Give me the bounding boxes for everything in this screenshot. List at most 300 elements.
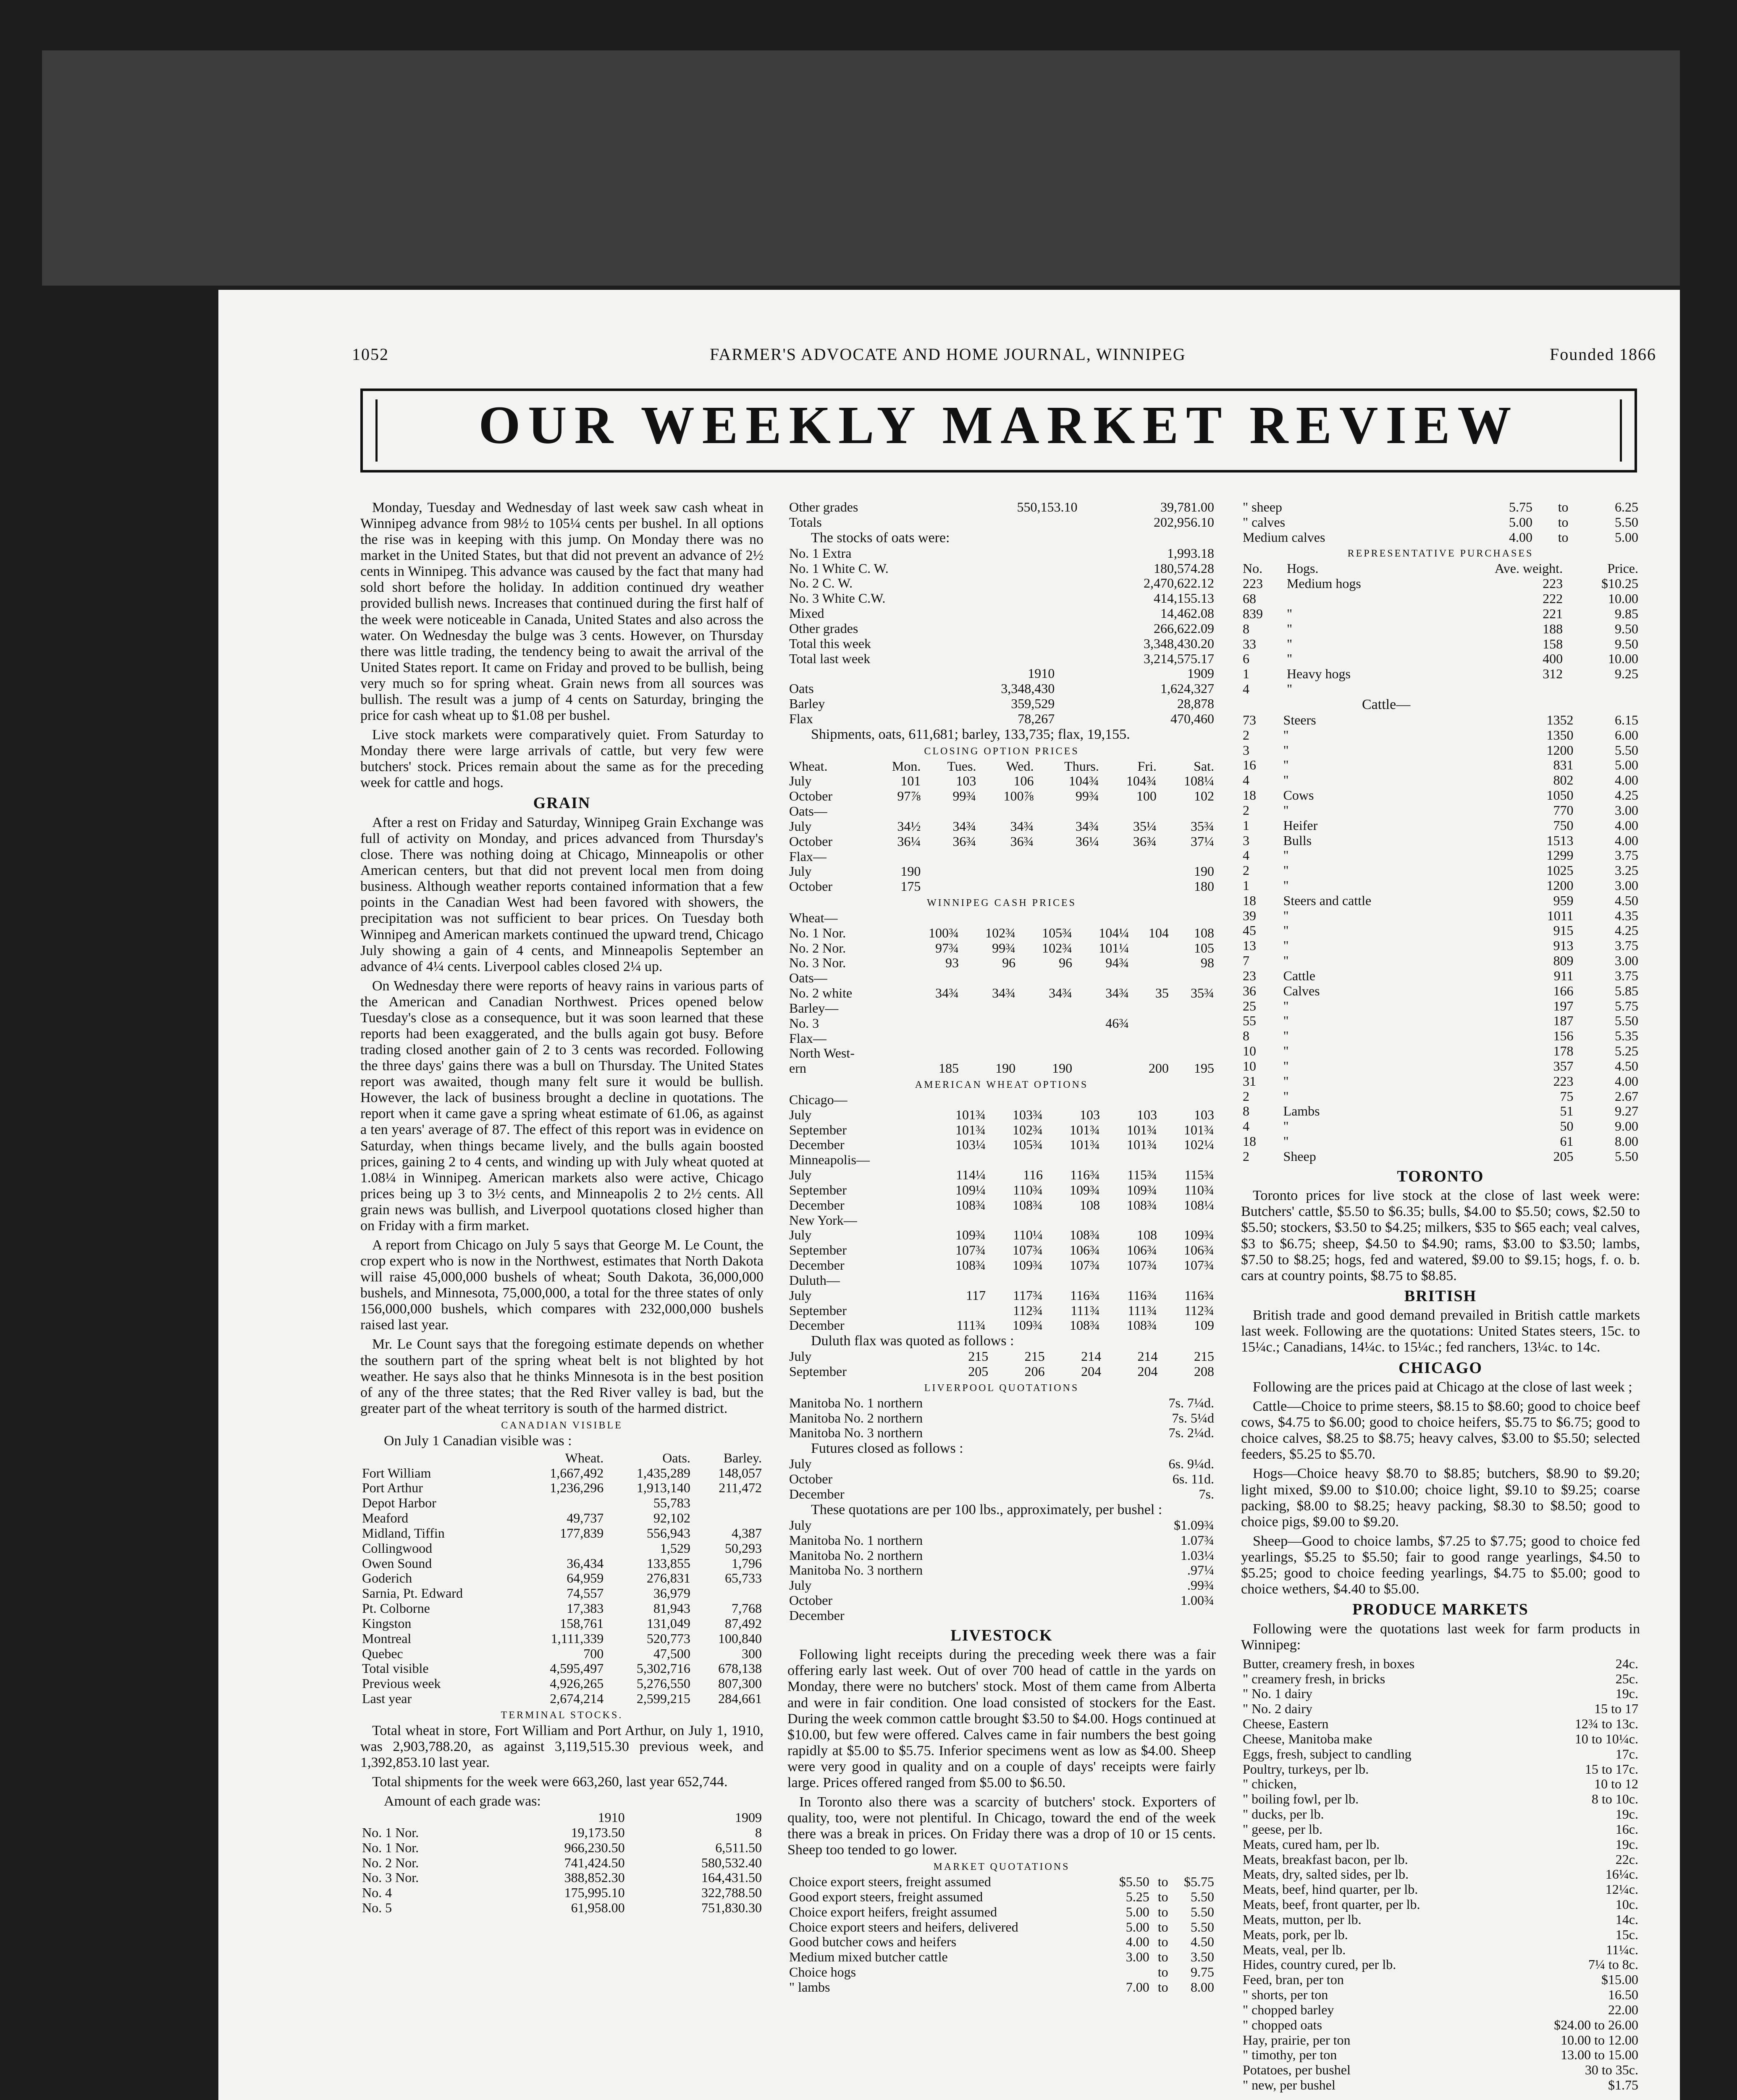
table-cell: 751,830.30 <box>701 1900 762 1916</box>
table-cell: December <box>789 1257 845 1273</box>
table-cell: to <box>1157 1934 1168 1950</box>
produce-row <box>1241 1747 1640 1762</box>
table-cell: Meats, dry, salted sides, per lb. <box>1243 1866 1409 1882</box>
table-cell: 108¼ <box>1184 773 1214 789</box>
table-cell: 10c. <box>1615 1897 1638 1912</box>
hog-row <box>1241 651 1640 667</box>
table-cell: Good export steers, freight assumed <box>789 1889 983 1904</box>
table-cell: Barley <box>789 696 825 711</box>
table-cell: July <box>789 1167 812 1183</box>
visible-row <box>360 1631 764 1646</box>
table-cell <box>960 1001 1017 1016</box>
table-cell: July <box>789 773 812 789</box>
produce-row <box>1241 1686 1640 1701</box>
table-cell: 6.15 <box>1615 712 1638 727</box>
produce-row <box>1241 1957 1640 1972</box>
hog-row <box>1241 606 1640 622</box>
table-cell: 3.25 <box>1615 863 1638 878</box>
table-cell: 802 <box>1553 772 1574 788</box>
table-cell: 108¾ <box>1012 1197 1043 1213</box>
table-cell: Hogs. <box>1286 561 1319 576</box>
table-cell: Medium mixed butcher cattle <box>789 1949 948 1965</box>
market-row <box>787 1935 1216 1950</box>
futures-table <box>787 1457 1216 1502</box>
table-cell <box>978 849 1035 864</box>
table-cell: 112¾ <box>1013 1302 1043 1318</box>
table-cell: Bulls <box>1283 832 1312 848</box>
table-cell: 3.75 <box>1615 848 1638 863</box>
table-cell: 4 <box>1243 772 1249 788</box>
table-cell: " <box>1283 998 1289 1013</box>
table-cell: Goderich <box>362 1570 412 1586</box>
table-cell: 205 <box>968 1364 989 1379</box>
stocks-table <box>787 500 1216 530</box>
livestock-paragraph: Following light receipts during the preceding week there was a fair offering early last week. Out of over 700 head of cattle in the yards on Monday, there were no butchers' stock. Most of them came from Alberta and were in fair condition. One load consisted of stockers for the East. During the week common cattle brought $3.50 to $4.00. Hogs continued at $10.00, but few were offered. Calves came in fair numbers the best going rapidly at $5.00 to $5.75. Inferior specimens went as low as $4.00. Sheep were very good in quality and on a couple of days' receipts were fairly large. Prices offered ranged from $5.00 to $6.50. <box>787 1647 1216 1790</box>
table-cell: 105 <box>1194 940 1214 956</box>
table-cell <box>960 1031 1017 1046</box>
table-cell: " chopped barley <box>1243 2002 1334 2017</box>
table-cell: Kingston <box>362 1615 412 1631</box>
produce-row <box>1241 1867 1640 1882</box>
table-cell <box>1074 911 1131 926</box>
table-cell <box>1102 1273 1159 1288</box>
table-cell: Manitoba No. 2 northern <box>789 1547 923 1563</box>
table-cell: 37¼ <box>1191 833 1214 849</box>
compare-row <box>787 666 1216 681</box>
grain-text <box>360 815 764 1417</box>
table-cell: 18 <box>1243 1134 1256 1149</box>
table-cell: 388,852.30 <box>564 1870 625 1885</box>
produce-row <box>1241 1882 1640 1897</box>
table-cell: 105¾ <box>1042 925 1073 940</box>
table-cell: Flax— <box>789 848 827 864</box>
table-cell <box>1131 1031 1170 1046</box>
table-cell: 93 <box>945 955 959 971</box>
table-cell: July <box>789 1287 812 1303</box>
table-cell: to <box>1157 1904 1168 1919</box>
table-cell: Other grades <box>789 499 858 514</box>
table-cell: " <box>1286 636 1292 651</box>
table-cell: 101¾ <box>1069 1122 1100 1137</box>
table-cell: 10 to 12 <box>1594 1776 1638 1792</box>
futures-row <box>787 1472 1216 1487</box>
table-cell: 8 <box>1243 621 1249 636</box>
table-cell: 106¾ <box>1069 1242 1100 1258</box>
cattle-row <box>1241 1104 1640 1119</box>
representative-hogs-table <box>1241 561 1640 696</box>
table-cell: 1,796 <box>732 1555 762 1571</box>
american-row <box>787 1228 1216 1243</box>
table-cell: 109¾ <box>1012 1257 1043 1273</box>
table-cell: Choice export heifers, freight assumed <box>789 1904 997 1919</box>
table-cell: September <box>789 1182 847 1197</box>
table-cell: to <box>1157 1889 1168 1904</box>
market-row <box>787 1874 1216 1890</box>
table-cell: $5.50 <box>1119 1874 1149 1890</box>
table-cell: 10 <box>1243 1043 1256 1059</box>
table-cell: 1,236,296 <box>550 1480 604 1496</box>
cattle-row <box>1241 1044 1640 1059</box>
table-cell: July <box>789 1107 812 1122</box>
visible-row <box>360 1586 764 1601</box>
table-cell: 61,958.00 <box>571 1900 625 1916</box>
table-cell: 101¼ <box>1099 940 1129 956</box>
grade-row <box>360 1810 764 1825</box>
cash-row <box>787 971 1216 986</box>
table-cell: Meats, mutton, per lb. <box>1243 1911 1362 1927</box>
closing-row <box>787 759 1216 774</box>
table-cell <box>1170 1001 1216 1016</box>
price-row <box>1241 500 1640 515</box>
table-cell: 7¼ to 8c. <box>1588 1957 1638 1972</box>
stocks-row <box>787 515 1216 530</box>
table-cell <box>1158 804 1216 819</box>
table-cell: 19c. <box>1615 1686 1638 1701</box>
table-cell: " <box>1286 621 1292 636</box>
cash-prices-table <box>787 911 1216 1076</box>
table-cell: 4.50 <box>1191 1934 1214 1950</box>
table-cell: " geese, per lb. <box>1243 1821 1322 1837</box>
table-cell: " <box>1283 757 1289 773</box>
table-cell: 55 <box>1243 1013 1256 1029</box>
table-cell: 15c. <box>1615 1927 1638 1942</box>
table-cell: " <box>1283 802 1289 818</box>
table-cell <box>1159 1152 1216 1168</box>
table-cell: 8.00 <box>1615 1134 1638 1149</box>
table-cell: " boiling fowl, per lb. <box>1243 1791 1359 1807</box>
table-cell <box>904 1016 960 1031</box>
produce-row <box>1241 1972 1640 1987</box>
oats-row <box>787 606 1216 621</box>
table-cell <box>692 1496 764 1511</box>
table-cell: 111¾ <box>1071 1302 1100 1318</box>
table-cell: " <box>1283 1013 1289 1029</box>
table-cell <box>1131 956 1170 971</box>
table-cell: Meats, beef, front quarter, per lb. <box>1243 1897 1420 1912</box>
table-cell: 24c. <box>1615 1656 1638 1671</box>
table-cell: 108 <box>1079 1197 1100 1213</box>
hog-row <box>1241 591 1640 606</box>
cattle-row <box>1241 923 1640 938</box>
table-cell: 185 <box>938 1060 959 1076</box>
table-cell <box>519 1541 606 1556</box>
table-cell: 6.25 <box>1615 499 1638 514</box>
table-cell: 4 <box>1243 1118 1249 1134</box>
table-cell <box>1102 1152 1159 1168</box>
table-cell: 5.50 <box>1615 514 1638 530</box>
table-cell: " <box>1283 1118 1289 1134</box>
table-cell: 4,595,497 <box>550 1661 604 1676</box>
table-cell: 75 <box>1560 1088 1574 1104</box>
table-cell: 23 <box>1243 968 1256 983</box>
american-row <box>787 1183 1216 1198</box>
cash-row <box>787 986 1216 1001</box>
table-cell: " <box>1283 953 1289 969</box>
table-cell <box>960 971 1017 986</box>
table-cell: 47,500 <box>653 1646 690 1661</box>
table-cell: 4.25 <box>1615 788 1638 803</box>
table-cell: 1,667,492 <box>550 1465 604 1480</box>
oats-row <box>787 561 1216 576</box>
cash-row <box>787 941 1216 956</box>
visible-row <box>360 1616 764 1631</box>
produce-row <box>1241 1732 1640 1747</box>
table-cell: 809 <box>1553 953 1574 969</box>
column-right <box>1241 500 1640 2093</box>
table-cell: 12¾ to 13c. <box>1574 1716 1638 1732</box>
american-row <box>787 1137 1216 1152</box>
oats-row <box>787 591 1216 606</box>
produce-row <box>1241 2033 1640 2048</box>
table-cell: No. 2 C. W. <box>789 575 853 591</box>
table-cell: 7s. <box>1199 1486 1214 1502</box>
table-cell: 101 <box>900 773 921 789</box>
table-cell: " <box>1283 1043 1289 1059</box>
table-cell: 108 <box>1136 1227 1157 1243</box>
table-cell: 770 <box>1553 802 1574 818</box>
market-quotations-title: MARKET QUOTATIONS <box>933 1861 1070 1873</box>
hog-row <box>1241 576 1640 591</box>
visible-row <box>360 1556 764 1571</box>
cash-row <box>787 926 1216 941</box>
table-cell: October <box>789 833 833 849</box>
table-cell: 34¾ <box>935 985 959 1001</box>
scan-shadow <box>42 50 1680 286</box>
futures-intro: Futures closed as follows : <box>811 1441 963 1457</box>
british-heading: BRITISH <box>1404 1287 1477 1305</box>
table-cell: " No. 1 dairy <box>1243 1686 1312 1701</box>
compare-row <box>787 681 1216 696</box>
table-cell: Lambs <box>1283 1103 1320 1119</box>
table-cell: 3,214,575.17 <box>1144 651 1214 666</box>
table-cell: " <box>1283 1088 1289 1104</box>
table-cell <box>987 1213 1044 1228</box>
table-cell: Good butcher cows and heifers <box>789 1934 957 1950</box>
table-cell: 223 <box>1243 576 1263 591</box>
table-cell: 180 <box>1194 879 1214 894</box>
table-cell <box>930 1273 987 1288</box>
table-cell: 36¾ <box>952 833 976 849</box>
table-cell: 3,348,430.20 <box>1144 635 1214 651</box>
table-cell <box>1170 1031 1216 1046</box>
table-cell: 580,532.40 <box>701 1855 762 1870</box>
table-cell: 1299 <box>1546 848 1574 863</box>
table-cell: October <box>789 1593 833 1608</box>
table-cell <box>1102 1213 1159 1228</box>
table-cell: Minneapolis— <box>789 1152 870 1168</box>
table-cell: 4.00 <box>1615 772 1638 788</box>
chicago-paragraph: Sheep—Good to choice lambs, $7.25 to $7.75; good to choice fed yearlings, $5.25 to $5.50; fair to good range yearlings, $4.50 to $5.25; good to choice feeding yearlings, $4.75 to $5.00; good to choice wethers, $4.40 to $5.00. <box>1241 1533 1640 1597</box>
cattle-row <box>1241 1089 1640 1104</box>
table-cell <box>1131 1016 1170 1031</box>
grade-table <box>360 1810 764 1916</box>
table-cell: Manitoba No. 3 northern <box>789 1562 923 1578</box>
table-cell: No. 3 Nor. <box>362 1870 419 1885</box>
table-cell <box>978 864 1035 879</box>
table-cell: 223 <box>1543 576 1563 591</box>
table-cell: October <box>789 788 833 804</box>
table-cell: " <box>1283 938 1289 953</box>
table-cell <box>1159 1092 1216 1108</box>
table-cell: to <box>1157 1874 1168 1890</box>
table-cell: October <box>789 879 833 894</box>
table-cell: July <box>789 818 812 834</box>
table-cell: 5.00 <box>1126 1919 1149 1935</box>
american-row <box>787 1288 1216 1303</box>
table-cell: 4.00 <box>1615 817 1638 833</box>
table-cell: Fri. <box>1137 758 1157 774</box>
table-cell: 19,173.50 <box>571 1824 625 1840</box>
american-row <box>787 1152 1216 1168</box>
duluth-flax-table <box>787 1349 1216 1379</box>
table-cell: 96 <box>1002 955 1016 971</box>
table-cell: September <box>789 1302 847 1318</box>
oats-table <box>787 546 1216 667</box>
table-cell: 4.00 <box>1509 529 1532 545</box>
table-cell: Totals <box>789 514 822 530</box>
table-cell: 550,153.10 <box>1017 499 1078 514</box>
table-cell: 7,768 <box>732 1601 762 1616</box>
table-cell: 5.00 <box>1126 1904 1149 1919</box>
american-options-table <box>787 1092 1216 1333</box>
table-cell: 915 <box>1553 923 1574 938</box>
table-cell: 16¼c. <box>1605 1866 1638 1882</box>
oats-row <box>787 546 1216 561</box>
canadian-visible-table <box>360 1451 764 1706</box>
table-cell: " sheep <box>1243 499 1282 514</box>
cash-prices-title: WINNIPEG CASH PRICES <box>926 898 1077 909</box>
table-cell <box>1035 849 1100 864</box>
table-cell: 109¾ <box>1184 1227 1214 1243</box>
table-cell: 8 <box>755 1824 762 1840</box>
table-cell <box>922 804 978 819</box>
hog-row <box>1241 637 1640 652</box>
table-cell: September <box>789 1364 847 1379</box>
table-cell: Oats <box>789 681 814 696</box>
table-cell: 16.50 <box>1608 1987 1638 2003</box>
table-cell <box>1017 1046 1074 1061</box>
table-cell: 1,111,339 <box>551 1630 604 1646</box>
terminal-text <box>360 1723 764 1790</box>
table-cell <box>1017 1001 1074 1016</box>
table-cell: to <box>1157 1949 1168 1965</box>
table-cell: 49,737 <box>567 1510 604 1526</box>
american-row <box>787 1108 1216 1123</box>
cattle-row <box>1241 878 1640 893</box>
visible-row <box>360 1451 764 1466</box>
table-cell <box>1101 804 1158 819</box>
quotation-row <box>787 1563 1216 1578</box>
table-cell: 2,674,214 <box>550 1691 604 1706</box>
table-cell: 34¾ <box>1049 985 1073 1001</box>
table-cell: 45 <box>1243 923 1256 938</box>
duluth-flax-row <box>787 1349 1216 1364</box>
table-cell <box>1017 971 1074 986</box>
table-cell: 99¾ <box>992 940 1016 956</box>
table-cell: 74,557 <box>567 1586 604 1601</box>
table-cell: 55,783 <box>653 1495 690 1511</box>
table-cell: Mixed <box>789 606 824 621</box>
table-cell <box>1159 1213 1216 1228</box>
table-cell: 322,788.50 <box>701 1885 762 1900</box>
table-cell: Meats, cured ham, per lb. <box>1243 1836 1380 1852</box>
table-cell: 5.75 <box>1615 998 1638 1013</box>
table-cell: " calves <box>1243 514 1286 530</box>
table-cell: 39,781.00 <box>1160 499 1214 514</box>
table-cell: Heifer <box>1283 817 1318 833</box>
table-cell: Eggs, fresh, subject to candling <box>1243 1746 1412 1761</box>
table-cell: 35 <box>1155 985 1169 1001</box>
cattle-row <box>1241 863 1640 878</box>
table-cell: 2 <box>1243 863 1249 878</box>
table-cell: 108 <box>1194 925 1214 940</box>
table-cell: Meats, beef, hind quarter, per lb. <box>1243 1882 1418 1897</box>
table-cell <box>1017 911 1074 926</box>
table-cell: Wheat. <box>565 1450 604 1465</box>
table-cell: 108¾ <box>1126 1318 1157 1333</box>
table-cell: 300 <box>742 1646 762 1661</box>
table-cell: No. 1 White C. W. <box>789 560 889 576</box>
table-cell <box>1159 1273 1216 1288</box>
quotation-row <box>787 1608 1216 1623</box>
table-cell: 34¾ <box>952 818 976 834</box>
table-cell: " <box>1286 606 1292 621</box>
table-cell: 107¾ <box>1069 1257 1100 1273</box>
futures-row <box>787 1487 1216 1502</box>
table-cell: to <box>1157 1964 1168 1980</box>
table-cell: " <box>1283 923 1289 938</box>
table-cell: 94¾ <box>1105 955 1129 971</box>
table-cell <box>1564 682 1640 697</box>
market-row <box>787 1965 1216 1980</box>
table-cell: 1,913,140 <box>636 1480 690 1496</box>
table-cell: 99¾ <box>1075 788 1099 804</box>
table-cell: No. 1 Nor. <box>362 1824 419 1840</box>
table-cell: 101¾ <box>1184 1122 1214 1137</box>
table-cell <box>1131 1046 1170 1061</box>
table-cell: " <box>1283 742 1289 758</box>
table-cell: No. 4 <box>362 1885 392 1900</box>
table-cell: 284,661 <box>718 1691 762 1706</box>
table-cell: December <box>789 1486 845 1502</box>
table-cell: 100 <box>1136 788 1157 804</box>
visible-row <box>360 1601 764 1616</box>
table-cell <box>1131 1001 1170 1016</box>
table-cell: 112¾ <box>1184 1302 1214 1318</box>
table-cell: " <box>1283 1134 1289 1149</box>
table-cell <box>1170 971 1216 986</box>
table-cell: 116 <box>1023 1167 1043 1183</box>
table-cell <box>1131 911 1170 926</box>
table-cell: " ducks, per lb. <box>1243 1806 1324 1822</box>
table-cell: Manitoba No. 1 northern <box>789 1532 923 1548</box>
table-cell: 222 <box>1543 591 1563 606</box>
visible-row <box>360 1646 764 1662</box>
table-cell: 1 <box>1243 878 1249 893</box>
table-cell: 68 <box>1243 591 1256 606</box>
produce-row <box>1241 1927 1640 1942</box>
table-cell: 913 <box>1553 938 1574 953</box>
table-cell: 109¼ <box>955 1182 986 1197</box>
table-cell: 208 <box>1194 1364 1214 1379</box>
table-cell <box>867 849 922 864</box>
table-cell: 1200 <box>1546 742 1574 758</box>
cash-row <box>787 1046 1216 1061</box>
table-cell: 215 <box>968 1349 989 1364</box>
cattle-row <box>1241 773 1640 788</box>
closing-row <box>787 804 1216 819</box>
table-cell: Flax— <box>789 1030 827 1046</box>
